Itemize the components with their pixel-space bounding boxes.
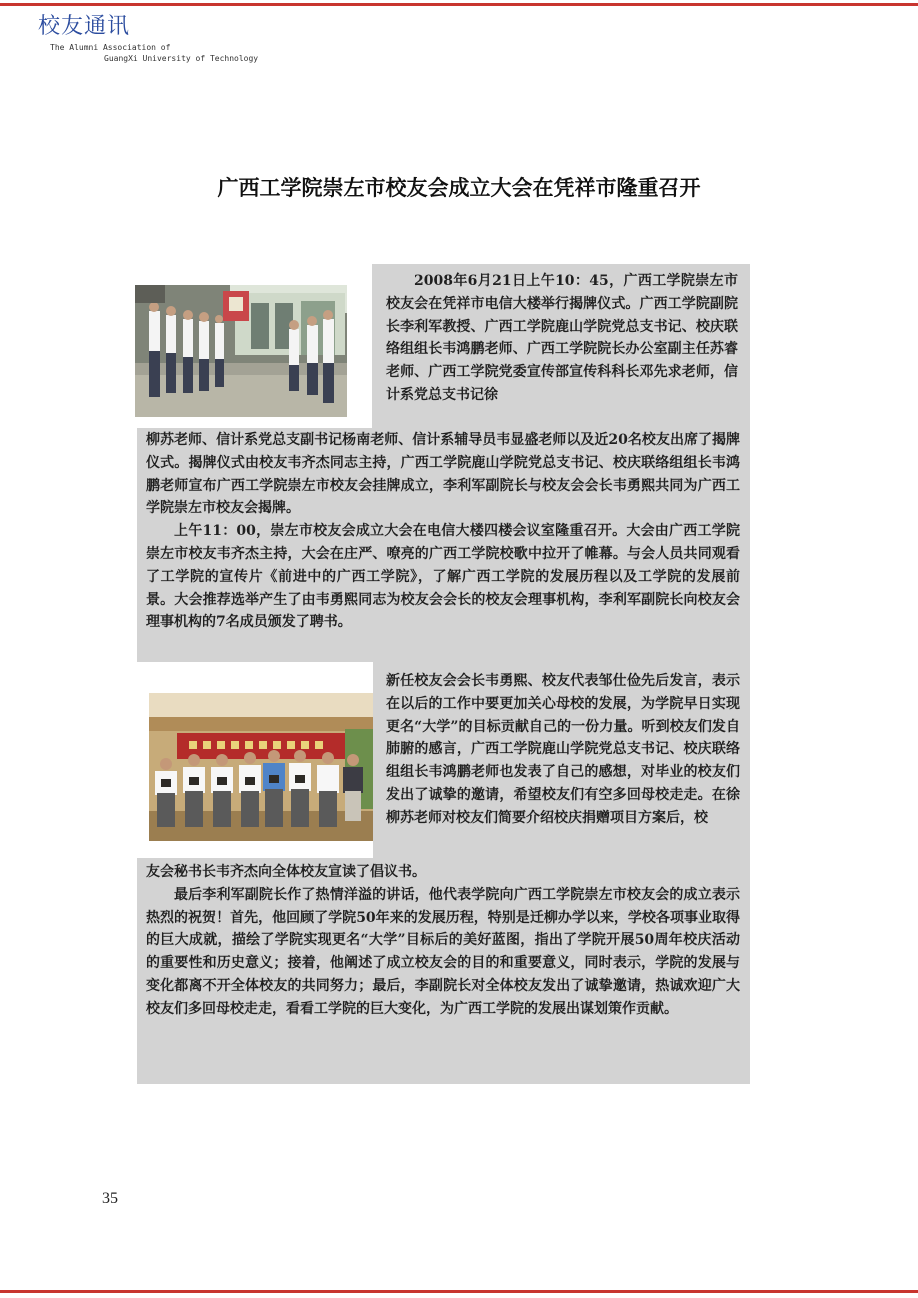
article-block-2-top (386, 670, 740, 830)
masthead-subtitle-line2: GuangXi University of Technology (104, 54, 259, 63)
article-headline: 广西工学院崇左市校友会成立大会在凭祥市隆重召开 (217, 176, 701, 200)
bottom-border-rule (0, 1290, 918, 1293)
paragraph-3-continued: 友会秘书长韦齐杰向全体校友宣读了倡议书。 (146, 864, 426, 880)
paragraph-4: 最后李利军副院长作了热情洋溢的讲话，他代表学院向广西工学院崇左市校友会的成立表示热烈的祝贺！首先，他回顾了学院50年来的发展历程，特别是迁柳办学以来，学校各项事业取得的巨大成就，描绘了学院实现更名“大学”目标后的美好蓝图，指出了学院开展50周年校庆活动的重要性和历史意义；接着，他阐述了成立校友会的目的和重要意义，同时表示，学院的发展与变化都离不开全体校友的共同努力；最后，李副院长对全体校友发出了诚挚邀请，热诚欢迎广大校友们多回母校走走，看看工学院的巨大变化，为广西工学院的发展出谋划策作贡献。 (146, 886, 740, 1017)
paragraph-1-start: 2008年6月21日上午10：45，广西工学院崇左市校友会在凭祥市电信大楼举行揭牌仪式。广西工学院副院长李利军教授、广西工学院鹿山学院党总支书记、校庆联络组组长韦鸿鹏老师、广西工学院院长办公室副主任苏睿老师、广西工学院党委宣传部宣传科科长邓先求老师，信计系党总支书记徐 (386, 273, 738, 403)
paragraph-1-continued: 柳苏老师、信计系党总支副书记杨南老师、信计系辅导员韦显盛老师以及近20名校友出席了揭牌仪式。揭牌仪式由校友韦齐杰同志主持，广西工学院鹿山学院党总支书记、校庆联络组组长韦鸿鹏老师宣布广西工学院崇左市校友会挂牌成立，李利军副院长与校友会会长韦勇熙共同为广西工学院崇左市校友会揭牌。 (146, 432, 740, 517)
masthead-title: 校友通讯 (38, 14, 131, 39)
article-block-1-bottom (146, 429, 740, 634)
article-block-1-top (386, 270, 738, 407)
page-number: 35 (102, 1190, 118, 1207)
photo-ceremony (135, 285, 347, 417)
article-block-2-bottom (146, 861, 740, 1021)
photo-group (149, 693, 373, 841)
masthead (38, 12, 258, 64)
top-border-rule (0, 3, 918, 6)
paragraph-2: 上午11：00，崇左市校友会成立大会在电信大楼四楼会议室隆重召开。大会由广西工学院崇左市校友韦齐杰主持，大会在庄严、嘹亮的广西工学院校歌中拉开了帷幕。与会人员共同观看了工学院的宣传片《前进中的广西工学院》，了解广西工学院的发展历程以及工学院的发展前景。大会推荐选举产生了由韦勇熙同志为校友会会长的校友会理事机构，李利军副院长向校友会理事机构的7名成员颁发了聘书。 (146, 523, 740, 631)
masthead-subtitle-line1: The Alumni Association of (50, 43, 171, 52)
paragraph-3-start: 新任校友会会长韦勇熙、校友代表邹仕俭先后发言，表示在以后的工作中要更加关心母校的发展，为学院早日实现更名“大学”的目标贡献自己的一份力量。听到校友们发自肺腑的感言，广西工学院鹿山学院党总支书记、校庆联络组组长韦鸿鹏老师也发表了自己的感想，对毕业的校友们发出了诚挚的邀请，希望校友们有空多回母校走走。在徐柳苏老师对校友们简要介绍校庆捐赠项目方案后，校 (386, 673, 740, 826)
